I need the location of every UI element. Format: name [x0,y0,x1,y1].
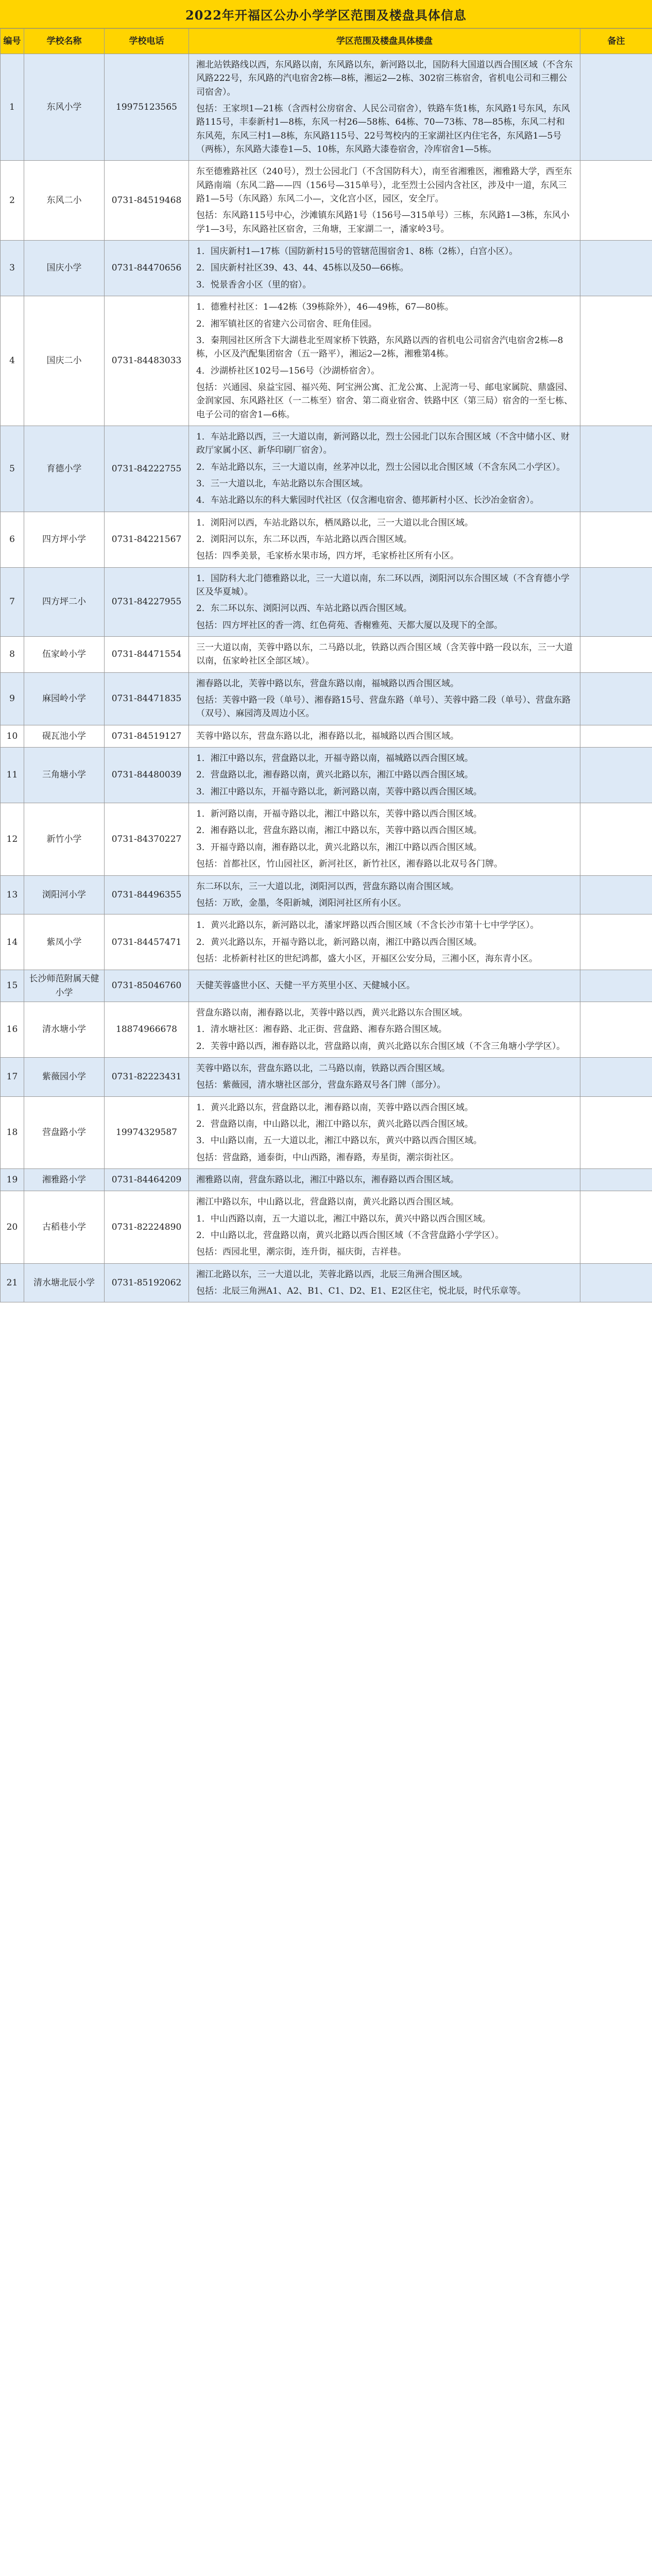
document-title: 2022年开福区公办小学学区范围及楼盘具体信息 [0,0,652,28]
district-paragraph: 2．浏阳河以东，东二环以西，车站北路以西合围区域。 [196,534,412,545]
school-tel: 0731-84519468 [105,161,189,241]
district-paragraph: 包括：兴通园、泉益宝园、福兴苑、阿宝洲公寓、汇龙公寓、上泥湾一号、邮电家属院、鼎盛园、金润家园、东风路社区（一二栋至）宿舍、第二商业宿舍、铁路中区（第三局）宿舍的一至七栋、电子公司的宿舍1—6栋。 [196,382,573,420]
district-area [189,512,580,567]
district-area [189,54,580,161]
row-note [580,637,652,673]
row-number: 11 [1,748,24,803]
district-paragraph: 包括：北桥新村社区的世纪鸿都，盛大小区，开福区公安分局，三湘小区，海东青小区。 [196,953,538,964]
row-note [580,241,652,296]
district-paragraph: 4．沙湖桥社区102号—156号（沙湖桥宿舍）。 [196,365,380,376]
district-paragraph: 包括：首都社区，竹山园社区，新河社区，新竹社区，湘春路以北双号各门牌。 [196,859,503,870]
table-row [1,241,652,296]
district-area [189,1057,580,1096]
school-name: 营盘路小学 [24,1096,105,1168]
table-row [1,161,652,241]
district-paragraph: 1．中山西路以南，五一大道以北，湘江中路以东，黄兴中路以西合围区域。 [196,1213,491,1224]
district-paragraph: 4．车站北路以东的科大紫园时代社区（仅含湘电宿舍、德邦新村小区、长沙冶金宿舍）。 [196,495,539,506]
district-paragraph: 2．营盘路以南，中山路以北，湘江中路以东，黄兴北路以西合围区域。 [196,1118,473,1129]
district-paragraph: 1．国防科大北门德雅路以北，三一大道以南，东二环以西，浏阳河以东合围区域（不含育德小学区及华夏城）。 [196,573,570,597]
school-tel: 0731-84470656 [105,241,189,296]
district-area [189,241,580,296]
school-tel: 0731-84370227 [105,803,189,875]
header-district-area: 学区范围及楼盘具体楼盘 [189,29,580,54]
school-tel: 0731-85192062 [105,1263,189,1302]
school-tel: 0731-84496355 [105,875,189,914]
district-paragraph: 芙蓉中路以东，营盘东路以北，二马路以南，铁路以西合围区域。 [196,1063,450,1074]
row-number: 1 [1,54,24,161]
district-paragraph: 包括：北辰三角洲A1、A2、B1、C1、D2、E1、E2区住宅，悦北辰，时代乐章等。 [196,1286,526,1297]
header-no: 编号 [1,29,24,54]
district-paragraph: 湘北站铁路线以西，东风路以南，东风路以东，新河路以北，国防科大国道以西合围区域（不含东风路222号，东风路的汽电宿舍2栋—8栋，湘运2—2栋、302宿三栋宿舍，省机电公司和三棚公司宿舍）。 [196,60,573,97]
district-paragraph: 2．国庆新村社区39、43、44、45栋以及50—66栋。 [196,263,409,274]
district-paragraph: 1．车站北路以西，三一大道以南，新河路以北，烈士公园北门以东合围区域（不含中储小区、财政厅家属小区、新华印刷厂宿舍）。 [196,431,570,456]
row-note [580,748,652,803]
row-number: 19 [1,1169,24,1191]
row-note [580,672,652,725]
table-row [1,426,652,512]
row-number: 13 [1,875,24,914]
row-note [580,54,652,161]
table-row [1,567,652,636]
school-name: 三角塘小学 [24,748,105,803]
district-paragraph: 营盘东路以南，湘春路以北，芙蓉中路以西，黄兴北路以东合围区域。 [196,1007,468,1018]
school-tel: 0731-84471554 [105,637,189,673]
district-paragraph: 1．黄兴北路以东，新河路以北，潘家坪路以西合围区域（不含长沙市第十七中学学区）。 [196,920,539,931]
district-paragraph: 1．黄兴北路以东，营盘路以北，湘春路以南，芙蓉中路以西合围区域。 [196,1102,473,1113]
school-tel: 0731-84464209 [105,1169,189,1191]
school-tel: 19974329587 [105,1096,189,1168]
row-number: 2 [1,161,24,241]
district-area [189,725,580,747]
district-paragraph: 3．中山路以南，五一大道以北，湘江中路以东，黄兴中路以西合围区域。 [196,1136,482,1146]
row-note [580,1096,652,1168]
table-header-row [1,29,652,54]
district-paragraph: 1．清水塘社区：湘春路、北正街、营盘路、湘春东路合围区域。 [196,1024,447,1035]
district-paragraph: 3．开福寺路以南，湘春路以北，黄兴北路以东，湘江中路以西合围区域。 [196,842,482,853]
row-note [580,1191,652,1263]
school-name: 砚瓦池小学 [24,725,105,747]
row-number: 17 [1,1057,24,1096]
district-paragraph: 包括：万欧，金墨，冬阳新城，浏阳河社区所有小区。 [196,897,406,908]
district-area [189,426,580,512]
district-area [189,748,580,803]
table-row [1,914,652,970]
district-paragraph: 2．湘春路以北，营盘东路以南，湘江中路以东，芙蓉中路以西合围区域。 [196,825,482,836]
district-paragraph: 1．德雅村社区：1—42栋（39栋除外），46—49栋，67—80栋。 [196,302,454,313]
table-row [1,512,652,567]
row-number: 18 [1,1096,24,1168]
school-tel: 0731-84471835 [105,672,189,725]
district-paragraph: 2．湘军镇社区的省建六公司宿舍、旺角佳园。 [196,318,377,329]
district-area [189,1002,580,1057]
district-area [189,1263,580,1302]
school-name: 四方坪二小 [24,567,105,636]
district-paragraph: 1．浏阳河以西，车站北路以东，栖凤路以北，三一大道以北合围区域。 [196,517,473,528]
school-tel: 0731-84221567 [105,512,189,567]
school-name: 新竹小学 [24,803,105,875]
school-name: 国庆二小 [24,296,105,426]
district-area [189,1169,580,1191]
district-area [189,567,580,636]
table-row [1,1263,652,1302]
row-note [580,1002,652,1057]
district-paragraph: 包括：紫薇园，清水塘社区部分，营盘东路双号各门牌（部分）。 [196,1080,446,1091]
school-name: 长沙师范附属天健小学 [24,970,105,1002]
school-tel: 18874966678 [105,1002,189,1057]
row-note [580,725,652,747]
row-number: 8 [1,637,24,673]
school-tel: 0731-85046760 [105,970,189,1002]
row-note [580,970,652,1002]
row-number: 4 [1,296,24,426]
school-name: 麻园岭小学 [24,672,105,725]
row-number: 3 [1,241,24,296]
table-body [1,54,652,1302]
district-area [189,970,580,1002]
row-number: 16 [1,1002,24,1057]
school-tel: 0731-84227955 [105,567,189,636]
row-number: 20 [1,1191,24,1263]
table-row [1,1096,652,1168]
table-row [1,875,652,914]
school-tel: 0731-82224890 [105,1191,189,1263]
district-paragraph: 包括：王家坝1—21栋（含西村公房宿舍、人民公司宿舍），铁路车货1栋，东风路1号东风，东风路115号，丰泰新村1—8栋，东风一村26—58栋、64栋、70—73栋、78—85栋，东风二村和东风苑，东风三村1—8栋，东风路115号、22号驾校内的王家湖社区内住宅各，东风路1—5号（两栋），东风路大漆卷1—5、10栋，东风路大漆卷宿舍，冷库宿舍1—5栋。 [196,104,570,155]
row-note [580,1263,652,1302]
district-paragraph: 1．国庆新村1—17栋（国防新村15号的管辖范围宿舍1、8栋（2栋），白宫小区）。 [196,246,518,257]
school-name: 东风二小 [24,161,105,241]
row-note [580,803,652,875]
district-area [189,1096,580,1168]
district-paragraph: 3．湘江中路以东，开福寺路以北，新河路以南，芙蓉中路以西合围区域。 [196,786,482,797]
district-paragraph: 湘雅路以南，营盘东路以北，湘江中路以东，湘春路以西合围区域。 [196,1175,459,1185]
table-row [1,748,652,803]
district-paragraph: 包括：营盘路，通泰街，中山西路，湘春路，寿星街，潮宗街社区。 [196,1152,459,1163]
table-row [1,1169,652,1191]
district-paragraph: 包括：西园北里，潮宗街，连升街，福庆街，吉祥巷。 [196,1247,406,1258]
row-note [580,296,652,426]
table-row [1,296,652,426]
district-paragraph: 3．秦荆园社区所含下大湖巷北至周家桥下铁路，东风路以西的省机电公司宿舍汽电宿舍2栋—8栋，小区及汽配集团宿舍（五一路平），湘运2—2栋，湘雅第4栋。 [196,335,563,360]
district-area [189,637,580,673]
row-number: 6 [1,512,24,567]
school-name: 育德小学 [24,426,105,512]
district-area [189,296,580,426]
table-row [1,970,652,1002]
school-tel: 0731-84483033 [105,296,189,426]
school-name: 紫凤小学 [24,914,105,970]
row-note [580,567,652,636]
row-note [580,426,652,512]
district-area [189,1191,580,1263]
district-paragraph: 包括：四季美景，毛家桥水果市场，四方坪，毛家桥社区所有小区。 [196,551,459,562]
school-name: 浏阳河小学 [24,875,105,914]
district-paragraph: 湘江北路以东，三一大道以北，芙蓉北路以西，北辰三角洲合围区域。 [196,1269,468,1280]
district-paragraph: 湘春路以北，芙蓉中路以东，营盘东路以南，福城路以西合围区域。 [196,678,459,689]
school-name: 清水塘小学 [24,1002,105,1057]
school-district-table [0,28,652,1302]
district-paragraph: 2．营盘路以北，湘春路以南，黄兴北路以东，湘江中路以西合围区域。 [196,770,473,781]
table-row [1,803,652,875]
school-tel: 0731-84222755 [105,426,189,512]
row-number: 5 [1,426,24,512]
table-row [1,725,652,747]
school-name: 东风小学 [24,54,105,161]
school-tel: 19975123565 [105,54,189,161]
district-area [189,672,580,725]
row-number: 12 [1,803,24,875]
header-school-name: 学校名称 [24,29,105,54]
district-paragraph: 东二环以东，三一大道以北，浏阳河以西，营盘东路以南合围区域。 [196,881,459,892]
table-row [1,1002,652,1057]
district-paragraph: 1．新河路以南，开福寺路以北，湘江中路以东，芙蓉中路以西合围区域。 [196,809,482,820]
district-area [189,161,580,241]
district-paragraph: 湘江中路以东，中山路以北，营盘路以南，黄兴北路以西合围区域。 [196,1197,459,1208]
row-number: 7 [1,567,24,636]
table-row [1,672,652,725]
district-paragraph: 东至德雅路社区（240号），烈士公园北门（不含国防科大），南至省湘雅医，湘雅路大学，西至东风路南端（东风二路——四（156号—315单号），北至烈士公园内含社区，涉及中一道，东风三路1—5号（东风路）东风二小—，文化宫小区，园区，安全厅。 [196,166,572,205]
row-number: 9 [1,672,24,725]
district-paragraph: 包括：芙蓉中路一段（单号）、湘春路15号、营盘东路（单号）、芙蓉中路二段（单号）、营盘东路（双号）、麻园湾及周边小区。 [196,695,571,719]
school-name: 四方坪小学 [24,512,105,567]
district-paragraph: 2．芙蓉中路以西，湘春路以北，营盘路以南，黄兴北路以东合围区域（不含三角塘小学学区）。 [196,1041,565,1052]
school-name: 清水塘北辰小学 [24,1263,105,1302]
row-note [580,914,652,970]
row-note [580,161,652,241]
header-school-tel: 学校电话 [105,29,189,54]
district-paragraph: 三一大道以南，芙蓉中路以东，二马路以北，铁路以西合围区域（含芙蓉中路一段以东，三一大道以南，伍家岭社区全部区域）。 [196,642,573,667]
school-name: 紫薇园小学 [24,1057,105,1096]
district-paragraph: 3．三一大道以北，车站北路以东合围区域。 [196,478,368,489]
table-row [1,1191,652,1263]
table-row [1,1057,652,1096]
header-note: 备注 [580,29,652,54]
district-paragraph: 2．东二环以东、浏阳河以西、车站北路以西合围区域。 [196,603,412,614]
table-row [1,54,652,161]
row-number: 14 [1,914,24,970]
district-paragraph: 包括：四方坪社区的香一湾、红色荷苑、香榭雅苑、天都大厦以及现下的全部。 [196,620,503,631]
school-name: 国庆小学 [24,241,105,296]
district-area [189,875,580,914]
row-note [580,875,652,914]
school-tel: 0731-84457471 [105,914,189,970]
district-paragraph: 天健芙蓉盛世小区、天健一平方英里小区、天健城小区。 [196,980,415,991]
school-tel: 0731-84519127 [105,725,189,747]
district-paragraph: 2．黄兴北路以东，开福寺路以北，新河路以南，湘江中路以西合围区域。 [196,937,482,947]
row-number: 15 [1,970,24,1002]
district-paragraph: 2．车站北路以东，三一大道以南，丝茅冲以北，烈士公园以北合围区域（不含东风二小学区）。 [196,462,565,472]
district-paragraph: 包括：东风路115号中心，沙滩镇东风路1号（156号—315单号）三栋，东风路1—3栋，东风小学1—3号，东风路社区宿舍，三角塘，王家湖二一，潘家岭3号。 [196,210,570,234]
row-number: 10 [1,725,24,747]
district-paragraph: 2．中山路以北，营盘路以南，黄兴北路以西合围区域（不含营盘路小学学区）。 [196,1230,504,1241]
district-paragraph: 芙蓉中路以东，营盘东路以北，湘春路以北，福城路以西合围区域。 [196,731,459,741]
school-tel: 0731-84480039 [105,748,189,803]
row-note [580,1057,652,1096]
school-name: 伍家岭小学 [24,637,105,673]
school-name: 古稻巷小学 [24,1191,105,1263]
row-note [580,1169,652,1191]
district-paragraph: 3．悦景香舍小区（里的宿）。 [196,279,312,290]
district-area [189,803,580,875]
district-paragraph: 1．湘江中路以东，营盘路以北，开福寺路以南，福城路以西合围区域。 [196,753,473,764]
row-note [580,512,652,567]
district-area [189,914,580,970]
table-row [1,637,652,673]
school-name: 湘雅路小学 [24,1169,105,1191]
school-tel: 0731-82223431 [105,1057,189,1096]
row-number: 21 [1,1263,24,1302]
